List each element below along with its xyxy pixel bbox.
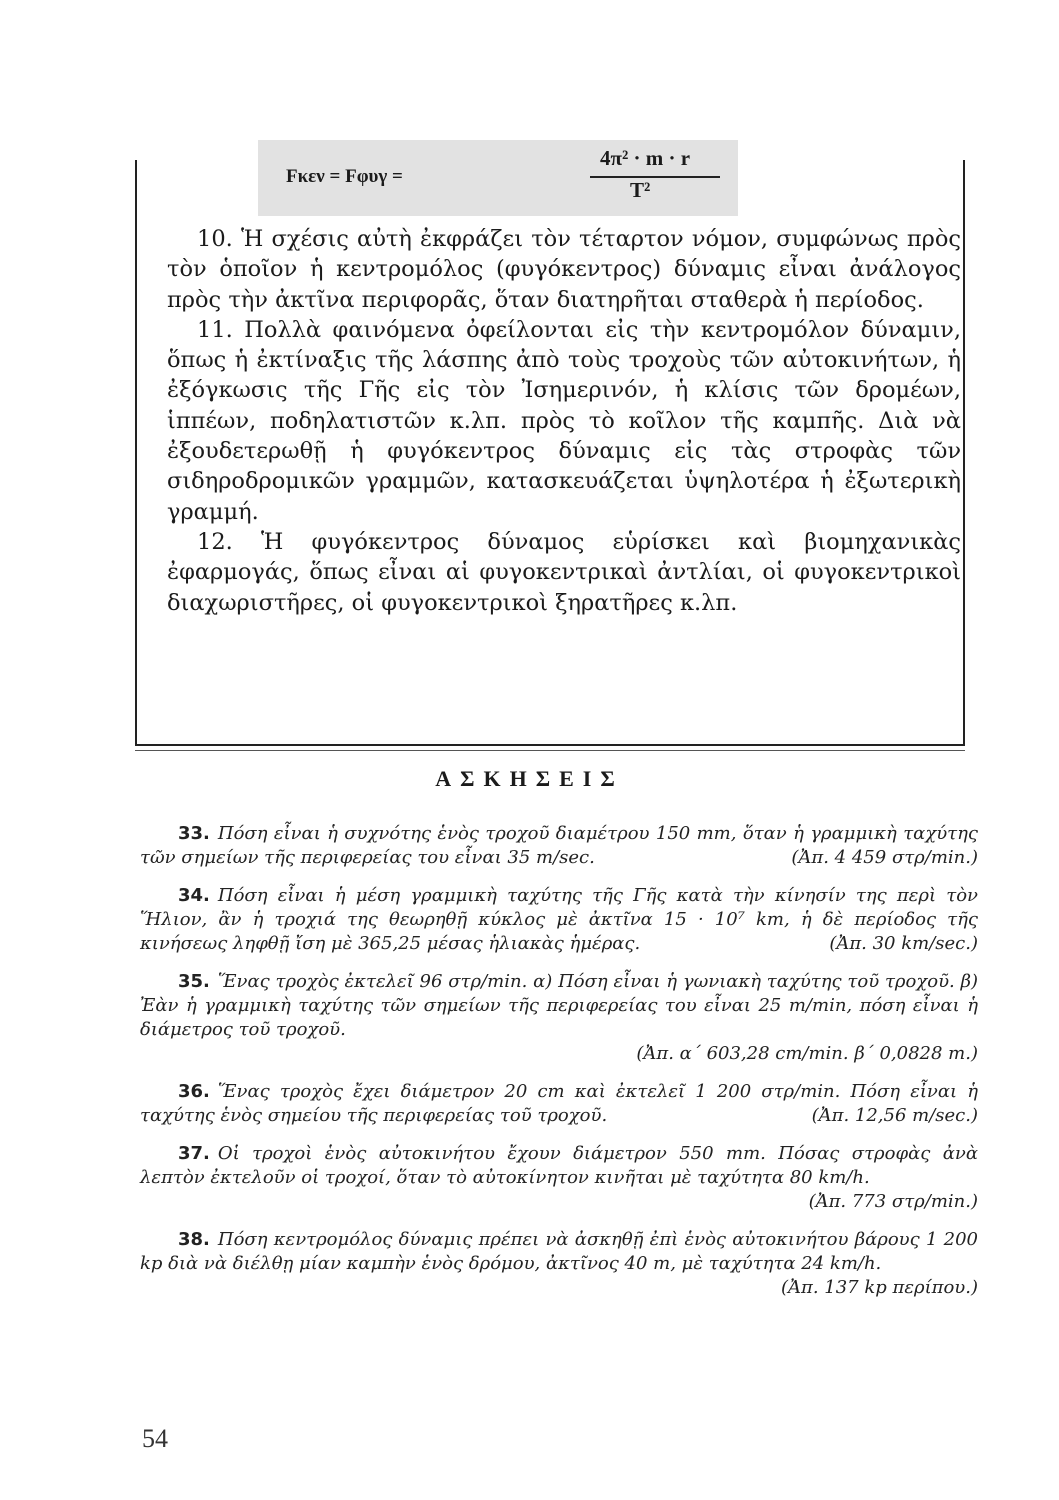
fraction-bar (590, 176, 720, 178)
exercise-34 (140, 884, 978, 956)
exercise-37 (140, 1142, 978, 1214)
exercise-answer: (Ἀπ. 137 kp περίπου.) (780, 1277, 978, 1298)
exercise-number: 35. (178, 971, 210, 992)
paragraph-12: 12. Ἡ φυγόκεντρος δύναμος εὑρίσκει καὶ βιομηχανικὰς ἐφαρμογάς, ὅπως εἶναι αἱ φυγοκεντρικαὶ ἀντλίαι, οἱ φυγοκεντρικοὶ διαχωριστῆρες, οἱ φυγοκεντρικοὶ ξηρατῆρες κ.λπ. (167, 528, 961, 616)
exercise-number: 37. (178, 1143, 210, 1164)
paragraph-11: 11. Πολλὰ φαινόμενα ὀφείλονται εἰς τὴν κεντρομόλον δύναμιν, ὅπως ἡ ἐκτίναξις τῆς λάσπης ἀπὸ τοὺς τροχοὺς τῶν αὐτοκινήτων, ἡ ἐξόγκωσις τῆς Γῆς εἰς τὸν Ἰσημερινόν, ἡ κλίσις τῶν δρομέων, ἱππέων, ποδηλατιστῶν κ.λπ. πρὸς τὸ κοῖλον τῆς καμπῆς. Διὰ νὰ ἐξουδετερωθῇ ἡ φυγόκεντρος δύναμις εἰς τὰς στροφὰς τῶν σιδηροδρομικῶν γραμμῶν, κατασκευάζεται ὑψηλοτέρα ἡ ἐξωτερικὴ γραμμή. (167, 316, 961, 525)
exercise-number: 34. (178, 885, 210, 906)
exercise-text: Πόση κεντρομόλος δύναμις πρέπει νὰ ἀσκηθῇ ἐπὶ ἑνὸς αὐτοκινήτου βάρους 1 200 kp διὰ νὰ διέλθῃ μίαν καμπὴν ἑνὸς δρόμου, ἀκτῖνος 40 m, μὲ ταχύτητα 24 km/h. (140, 1229, 978, 1274)
exercise-answer: (Ἀπ. 12,56 m/sec.) (811, 1105, 978, 1126)
page-number: 54 (142, 1424, 168, 1453)
exercise-text: Ἕνας τροχὸς ἔχει διάμετρον 20 cm καὶ ἐκτελεῖ 1 200 στρ/min. Πόση εἶναι ἡ ταχύτης ἑνὸς σημείου τῆς περιφερείας τοῦ τροχοῦ. (140, 1081, 978, 1126)
centripetal-force-formula (258, 140, 738, 216)
formula-denominator: T² (630, 178, 651, 202)
exercise-answer: (Ἀπ. 773 στρ/min.) (808, 1191, 978, 1212)
exercise-number: 33. (178, 823, 210, 844)
exercise-answer: (Ἀπ. 30 km/sec.) (829, 933, 978, 954)
exercise-36 (140, 1080, 978, 1128)
frame-divider (135, 750, 965, 751)
exercise-33 (140, 822, 978, 870)
exercise-text: Πόση εἶναι ἡ μέση γραμμικὴ ταχύτης τῆς Γῆς κατὰ τὴν κίνησίν της περὶ τὸν Ἥλιον, ἂν ἡ τροχιά της θεωρηθῇ κύκλος μὲ ἀκτῖνα 15 · 10⁷ km, ἡ δὲ περίοδος τῆς κινήσεως ληφθῇ ἴση μὲ 365,25 μέσας ἡλιακὰς ἡμέρας. (140, 885, 978, 954)
exercise-list (140, 822, 978, 1300)
summary-text (167, 224, 961, 618)
exercise-text: Πόση εἶναι ἡ συχνότης ἑνὸς τροχοῦ διαμέτρου 150 mm, ὅταν ἡ γραμμικὴ ταχύτης τῶν σημείων τῆς περιφερείας του εἶναι 35 m/sec. (140, 823, 978, 868)
exercise-answer: (Ἀπ. α´ 603,28 cm/min. β´ 0,0828 m.) (636, 1043, 978, 1064)
formula-numerator: 4π² · m · r (600, 146, 691, 170)
exercise-35 (140, 970, 978, 1066)
exercise-number: 38. (178, 1229, 210, 1250)
exercise-38 (140, 1228, 978, 1298)
exercise-answer: (Ἀπ. 4 459 στρ/min.) (791, 847, 978, 868)
exercises-heading: ΑΣΚΗΣΕΙΣ (435, 766, 624, 791)
exercise-text: Ἕνας τροχὸς ἐκτελεῖ 96 στρ/min. α) Πόση εἶναι ἡ γωνιακὴ ταχύτης τοῦ τροχοῦ. β) Ἐὰν ἡ γραμμικὴ ταχύτης τῶν σημείων τῆς περιφερείας του εἶναι 25 m/min, πόση εἶναι ἡ διάμετρος τοῦ τροχοῦ. (140, 971, 978, 1040)
formula-lhs: Fκεν = Fφυγ = (286, 166, 403, 187)
exercise-number: 36. (178, 1081, 210, 1102)
paragraph-10: 10. Ἡ σχέσις αὐτὴ ἐκφράζει τὸν τέταρτον νόμον, συμφώνως πρὸς τὸν ὁποῖον ἡ κεντρομόλος (φυγόκεντρος) δύναμις εἶναι ἀνάλογος πρὸς τὴν ἀκτῖνα περιφορᾶς, ὅταν διατηρῆται σταθερὰ ἡ περίοδος. (167, 226, 961, 313)
exercise-text: Οἱ τροχοὶ ἑνὸς αὐτοκινήτου ἔχουν διάμετρον 550 mm. Πόσας στροφὰς ἀνὰ λεπτὸν ἐκτελοῦν οἱ τροχοί, ὅταν τὸ αὐτοκίνητον κινῆται μὲ ταχύτητα 80 km/h. (140, 1143, 978, 1188)
